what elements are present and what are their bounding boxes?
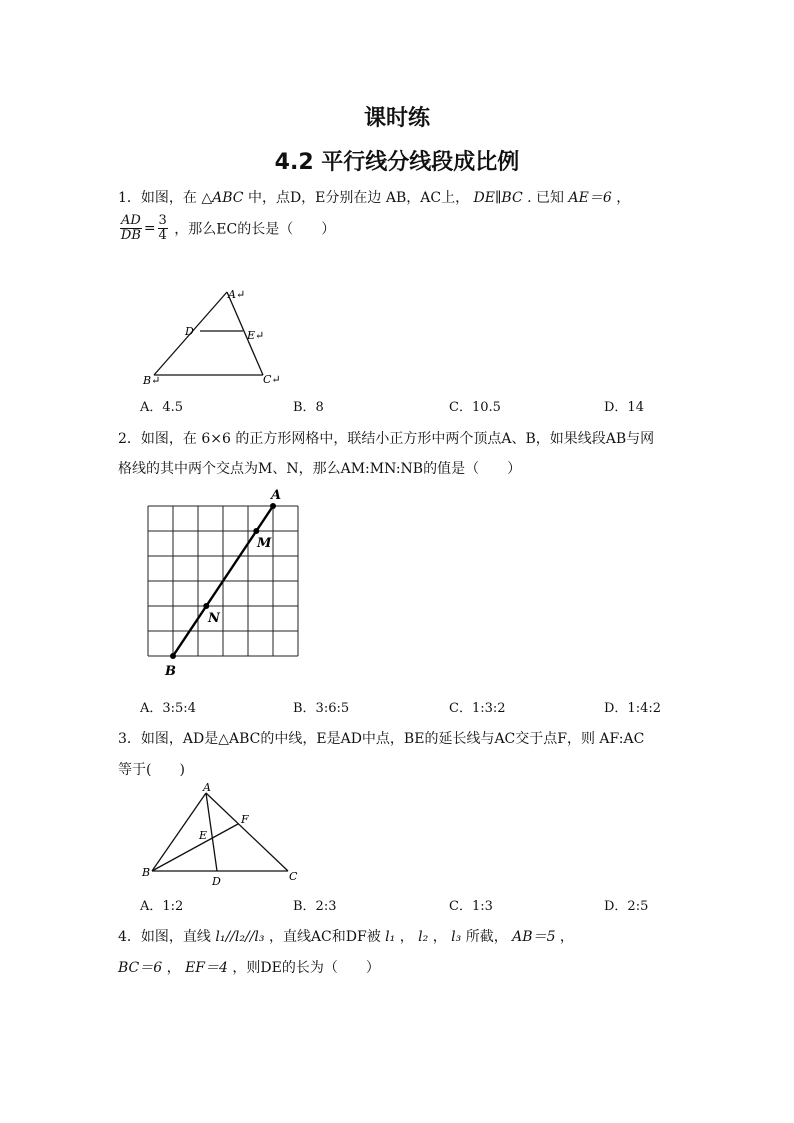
worksheet-title: 课时练	[363, 106, 430, 131]
q3-label-a: A	[203, 783, 211, 794]
q3-option-a[interactable]: A．1:2	[140, 899, 184, 914]
q1-option-b[interactable]: B．8	[293, 400, 324, 415]
q3-stem-line1: 3．如图，AD是△ABC的中线，E是AD中点，BE的延长线与AC交于点F，则 AF:AC	[118, 731, 645, 747]
q2-option-d[interactable]: D．1:4:2	[604, 701, 661, 716]
q4-line-l1: l₁	[385, 929, 396, 945]
q2-label-m: M	[257, 536, 272, 551]
q1-option-c[interactable]: C．10.5	[449, 400, 501, 415]
q2-label-b: B	[165, 664, 176, 679]
q3-label-f: F	[241, 813, 249, 826]
lesson-title: 4.2 平行线分线段成比例	[274, 150, 520, 175]
q1-ratio-fraction: $\frac{AD}{DB}$	[120, 213, 141, 243]
q3-option-b[interactable]: B．2:3	[293, 899, 337, 914]
q1-label-c: C↵	[263, 373, 281, 386]
q2-option-c[interactable]: C．1:3:2	[449, 701, 506, 716]
q1-label-d: D	[185, 325, 194, 338]
q1-stem-line1	[118, 187, 630, 207]
q2-label-a: A	[271, 488, 282, 503]
q4-text: 所截，	[461, 929, 513, 945]
q4-ab-value: AB＝5	[512, 929, 556, 945]
q4-question: ，则DE的长为（ ）	[227, 960, 380, 976]
q2-label-n: N	[208, 611, 220, 626]
q4-stem-line2: BC＝6 ， EF＝4 ，则DE的长为（ ）	[118, 960, 380, 976]
q1-triangle: △ABC	[201, 190, 244, 206]
q1-stem-line2	[118, 214, 335, 243]
q1-text: 中，点D，E分别在边 AB，AC上，	[243, 190, 474, 206]
q2-stem-line2: 格线的其中两个交点为M、N，那么AM:MN:NB的值是（ ）	[118, 461, 522, 477]
q2-option-a[interactable]: A．3:5:4	[140, 701, 196, 716]
q1-equals: =	[143, 220, 156, 237]
q2-grid-figure	[140, 485, 315, 680]
q2-option-b[interactable]: B．3:6:5	[293, 701, 350, 716]
q1-text: 1．如图，在	[118, 190, 202, 206]
q1-question: ，那么EC的长是（ ）	[169, 221, 336, 238]
q4-line-l3: l₃	[451, 929, 462, 945]
q1-label-a: A↵	[228, 288, 246, 301]
q3-option-d[interactable]: D．2:5	[604, 899, 649, 914]
q4-line-l2: l₂	[418, 929, 429, 945]
q3-option-c[interactable]: C．1:3	[449, 899, 493, 914]
q1-label-b: B↵	[143, 374, 161, 387]
q3-label-e: E	[199, 829, 208, 842]
q4-stem-line1: 4．如图，直线 l₁//l₂//l₃ ，直线AC和DF被 l₁ ， l₂ ， l₃ 所截， AB＝5 ，	[118, 929, 574, 945]
q1-label-e: E↵	[247, 329, 265, 342]
q3-label-d: D	[212, 875, 221, 888]
q1-text: ，	[611, 190, 631, 206]
q4-bc-value: BC＝6	[118, 960, 163, 976]
q1-option-a[interactable]: A．4.5	[140, 400, 184, 415]
q4-text: ，直线AC和DF被	[264, 929, 386, 945]
q4-parallel-lines: l₁//l₂//l₃	[215, 929, 265, 945]
q3-label-c: C	[289, 870, 298, 883]
q3-stem-line2: 等于( )	[118, 762, 185, 778]
q1-text: . 已知	[522, 190, 569, 206]
q1-option-d[interactable]: D．14	[604, 400, 644, 415]
q1-parallel-statement: DE∥BC	[473, 190, 523, 206]
q1-figure	[140, 283, 290, 388]
q4-ef-value: EF＝4	[185, 960, 228, 976]
q1-ae-value: AE＝6	[568, 190, 612, 206]
q3-figure	[138, 783, 308, 888]
q3-label-b: B	[142, 866, 151, 879]
q4-text: 4．如图，直线	[118, 929, 216, 945]
q2-stem-line1: 2．如图，在 6×6 的正方形网格中，联结小正方形中两个顶点A、B，如果线段AB与网	[118, 431, 655, 447]
q1-ratio-value: $\frac{3}{4}$	[158, 213, 167, 243]
